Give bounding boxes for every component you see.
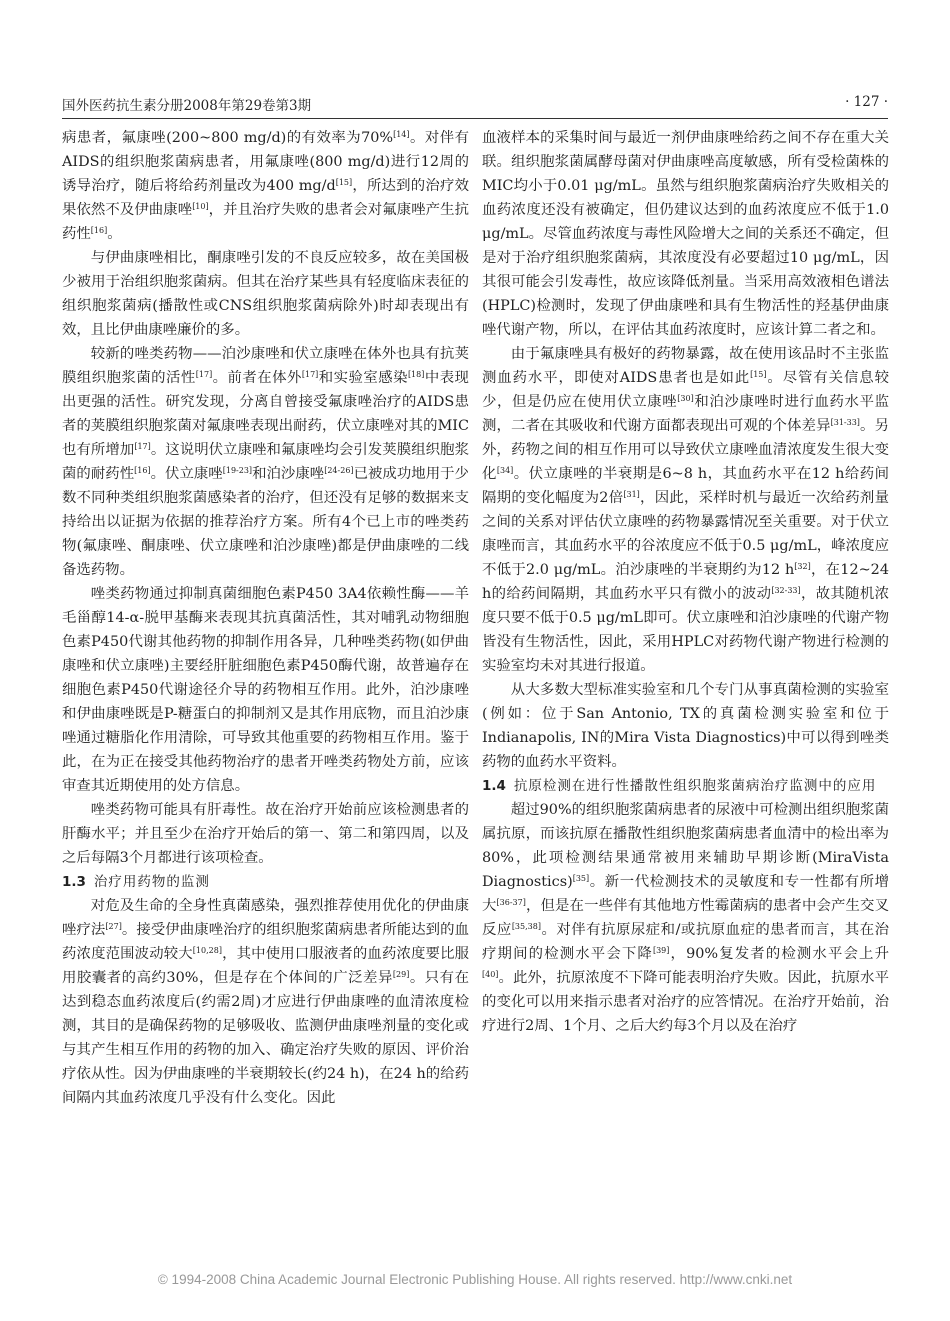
paragraph: 唑类药物可能具有肝毒性。故在治疗开始前应该检测患者的肝酶水平；并且至少在治疗开始后的第一、第二和第四周，以及之后每隔3个月都进行该项检查。	[62, 802, 469, 866]
paragraph: 对危及生命的全身性真菌感染，强烈推荐使用优化的伊曲康唑疗法[27]。接受伊曲康唑治疗的组织胞浆菌病患者所能达到的血药浓度范围波动较大[10,28]，其中使用口服液者的血药浓度要比服用胶囊者的高约30%，但是存在个体间的广泛差异[29]。只有在达到稳态血药浓度后(约需2周)才应进行伊曲康唑的血清浓度检测，其目的是确保药物的足够吸收、监测伊曲康唑剂量的变化或与其产生相互作用的药物的加入、确定治疗失败的原因、评价治疗依从性。因为伊曲康唑的半衰期较长(约24 h)，在24 h的给药间隔内其血药浓度几乎没有什么变化。因此	[62, 898, 469, 1106]
paragraph: 从大多数大型标准实验室和几个专门从事真菌检测的实验室(例如：位于San Antonio, TX的真菌检测实验室和位于Indianapolis, IN的Mira Vista Diagnostics)中可以得到唑类药物的血药水平资料。	[482, 682, 889, 770]
section-heading: 1.3 治疗用药物的监测	[62, 874, 210, 890]
citation[interactable]: [16]	[134, 466, 151, 475]
citation[interactable]: [27]	[105, 922, 122, 931]
citation[interactable]: [39]	[652, 946, 670, 955]
citation[interactable]: [35,38]	[511, 922, 541, 931]
citation[interactable]: [10]	[192, 202, 209, 211]
running-header	[62, 94, 888, 118]
copyright-footer: © 1994-2008 China Academic Journal Electronic Publishing House. All rights reserved. http://www.cnki.net	[157, 1272, 793, 1287]
citation[interactable]: [40]	[482, 970, 499, 979]
section-heading: 1.4 抗原检测在进行性播散性组织胞浆菌病治疗监测中的应用	[482, 778, 877, 794]
citation[interactable]: [17]	[195, 370, 213, 379]
citation[interactable]: [24-26]	[324, 466, 354, 475]
citation[interactable]: [18]	[407, 370, 425, 379]
citation[interactable]: [34]	[496, 466, 514, 475]
citation[interactable]: [10,28]	[192, 946, 222, 955]
citation[interactable]: [35]	[572, 874, 590, 883]
paragraph: 与伊曲康唑相比，酮康唑引发的不良反应较多，故在美国极少被用于治组织胞浆菌病。但其在治疗某些具有轻度临床表征的组织胞浆菌病(播散性或CNS组织胞浆菌病除外)时却表现出有效，且比伊曲康唑廉价的多。	[62, 250, 469, 338]
citation[interactable]: [19-23]	[222, 466, 253, 475]
right-column	[482, 126, 889, 1038]
paragraph: 超过90%的组织胞浆菌病患者的尿液中可检测出组织胞浆菌属抗原，而该抗原在播散性组织胞浆菌病患者血清中的检出率为80%，此项检测结果通常被用来辅助早期诊断(MiraVista Diagnostics)[35]。新一代检测技术的灵敏度和专一性都有所增大[36-37]，但是在一些伴有其他地方性霉菌病的患者中会产生交叉反应[35,38]。对伴有抗原尿症和/或抗原血症的患者而言，其在治疗期间的检测水平会下降[39]，90%复发者的检测水平会上升[40]。此外，抗原浓度不下降可能表明治疗失败。因此，抗原水平的变化可以用来指示患者对治疗的应答情况。在治疗开始前，治疗进行2周、1个月、之后大约每3个月以及在治疗	[482, 802, 889, 1034]
citation[interactable]: [36-37]	[496, 898, 526, 907]
paragraph: 较新的唑类药物——泊沙康唑和伏立康唑在体外也具有抗荚膜组织胞浆菌的活性[17]。前者在体外[17]和实验室感染[18]中表现出更强的活性。研究发现，分离自曾接受氟康唑治疗的AIDS患者的荚膜组织胞浆菌对氟康唑表现出耐药，伏立康唑对其的MIC也有所增加[17]。这说明伏立康唑和氟康唑均会引发荚膜组织胞浆菌的耐药性[16]。伏立康唑[19-23]和泊沙康唑[24-26]已被成功地用于少数不同种类组织胞浆菌感染者的治疗，但还没有足够的数据来支持给出以证据为依据的推荐治疗方案。所有4个已上市的唑类药物(氟康唑、酮康唑、伏立康唑和泊沙康唑)都是伊曲康唑的二线备选药物。	[62, 346, 469, 578]
paragraph: 病患者，氟康唑(200~800 mg/d)的有效率为70%[14]。对伴有AIDS的组织胞浆菌病患者，用氟康唑(800 mg/d)进行12周的诱导治疗，随后将给药剂量改为400 mg/d[15]，所达到的治疗效果依然不及伊曲康唑[10]，并且治疗失败的患者会对氟康唑产生抗药性[16]。	[62, 130, 469, 242]
paragraph: 由于氟康唑具有极好的药物暴露，故在使用该品时不主张监测血药水平，即使对AIDS患者也是如此[15]。尽管有关信息较少，但是仍应在使用伏立康唑[30]和泊沙康唑时进行血药水平监测，二者在其吸收和代谢方面都表现出可观的个体差异[31-33]。另外，药物之间的相互作用可以导致伏立康唑血清浓度发生很大变化[34]。伏立康唑的半衰期是6~8 h，其血药水平在12 h给药间隔期的变化幅度为2倍[31]，因此，采样时机与最近一次给药剂量之间的关系对评估伏立康唑的药物暴露情况至关重要。对于伏立康唑而言，其血药水平的谷浓度应不低于0.5 μg/mL，峰浓度应不低于2.0 μg/mL。泊沙康唑的半衰期约为12 h[32]，在12~24 h的给药间隔期，其血药水平只有微小的波动[32-33]，故其随机浓度只要不低于0.5 μg/mL即可。伏立康唑和泊沙康唑的代谢产物皆没有生物活性，因此，采用HPLC对药物代谢产物进行检测的实验室均未对其进行报道。	[482, 346, 889, 674]
citation[interactable]: [31-33]	[830, 418, 860, 427]
citation[interactable]: [14]	[393, 130, 410, 139]
citation[interactable]: [15]	[750, 370, 767, 379]
citation[interactable]: [17]	[301, 370, 319, 379]
citation[interactable]: [29]	[392, 970, 410, 979]
citation[interactable]: [32]	[794, 562, 811, 571]
left-column	[62, 126, 469, 1110]
paragraph: 血液样本的采集时间与最近一剂伊曲康唑给药之间不存在重大关联。组织胞浆菌属酵母菌对伊曲康唑高度敏感，所有受检菌株的MIC均小于0.01 μg/mL。虽然与组织胞浆菌病治疗失败相关的血药浓度还没有被确定，但仍建议达到的血药浓度应不低于1.0 μg/mL。尽管血药浓度与毒性风险增大之间的关系还不确定，但是对于治疗组织胞浆菌病，其浓度没有必要超过10 μg/mL，因其很可能会引发毒性，故应该降低剂量。当采用高效液相色谱法(HPLC)检测时，发现了伊曲康唑和具有生物活性的羟基伊曲康唑代谢产物，所以，在评估其血药浓度时，应该计算二者之和。	[482, 130, 889, 338]
header-rule	[62, 118, 888, 119]
journal-title: 国外医药抗生素分册2008年第29卷第3期	[62, 98, 312, 114]
citation[interactable]: [31]	[623, 490, 640, 499]
citation[interactable]: [30]	[677, 394, 694, 403]
citation[interactable]: [17]	[134, 442, 151, 451]
citation[interactable]: [16]	[90, 226, 108, 235]
page-number: · 127 ·	[845, 94, 888, 110]
citation[interactable]: [15]	[335, 178, 353, 187]
paragraph: 唑类药物通过抑制真菌细胞色素P450 3A4依赖性酶——羊毛甾醇14-α-脱甲基酶来表现其抗真菌活性，其对哺乳动物细胞色素P450代谢其他药物的抑制作用各异，几种唑类药物(如伊曲康唑和伏立康唑)主要经肝脏细胞色素P450酶代谢，故普遍存在细胞色素P450代谢途径介导的药物相互作用。此外，泊沙康唑和伊曲康唑既是P-糖蛋白的抑制剂又是其作用底物，而且泊沙康唑通过糖脂化作用清除，可导致其他重要的药物相互作用。鉴于此，在为正在接受其他药物治疗的患者开唑类药物处方前，应该审查其近期使用的处方信息。	[62, 586, 469, 794]
citation[interactable]: [32-33]	[771, 586, 801, 595]
